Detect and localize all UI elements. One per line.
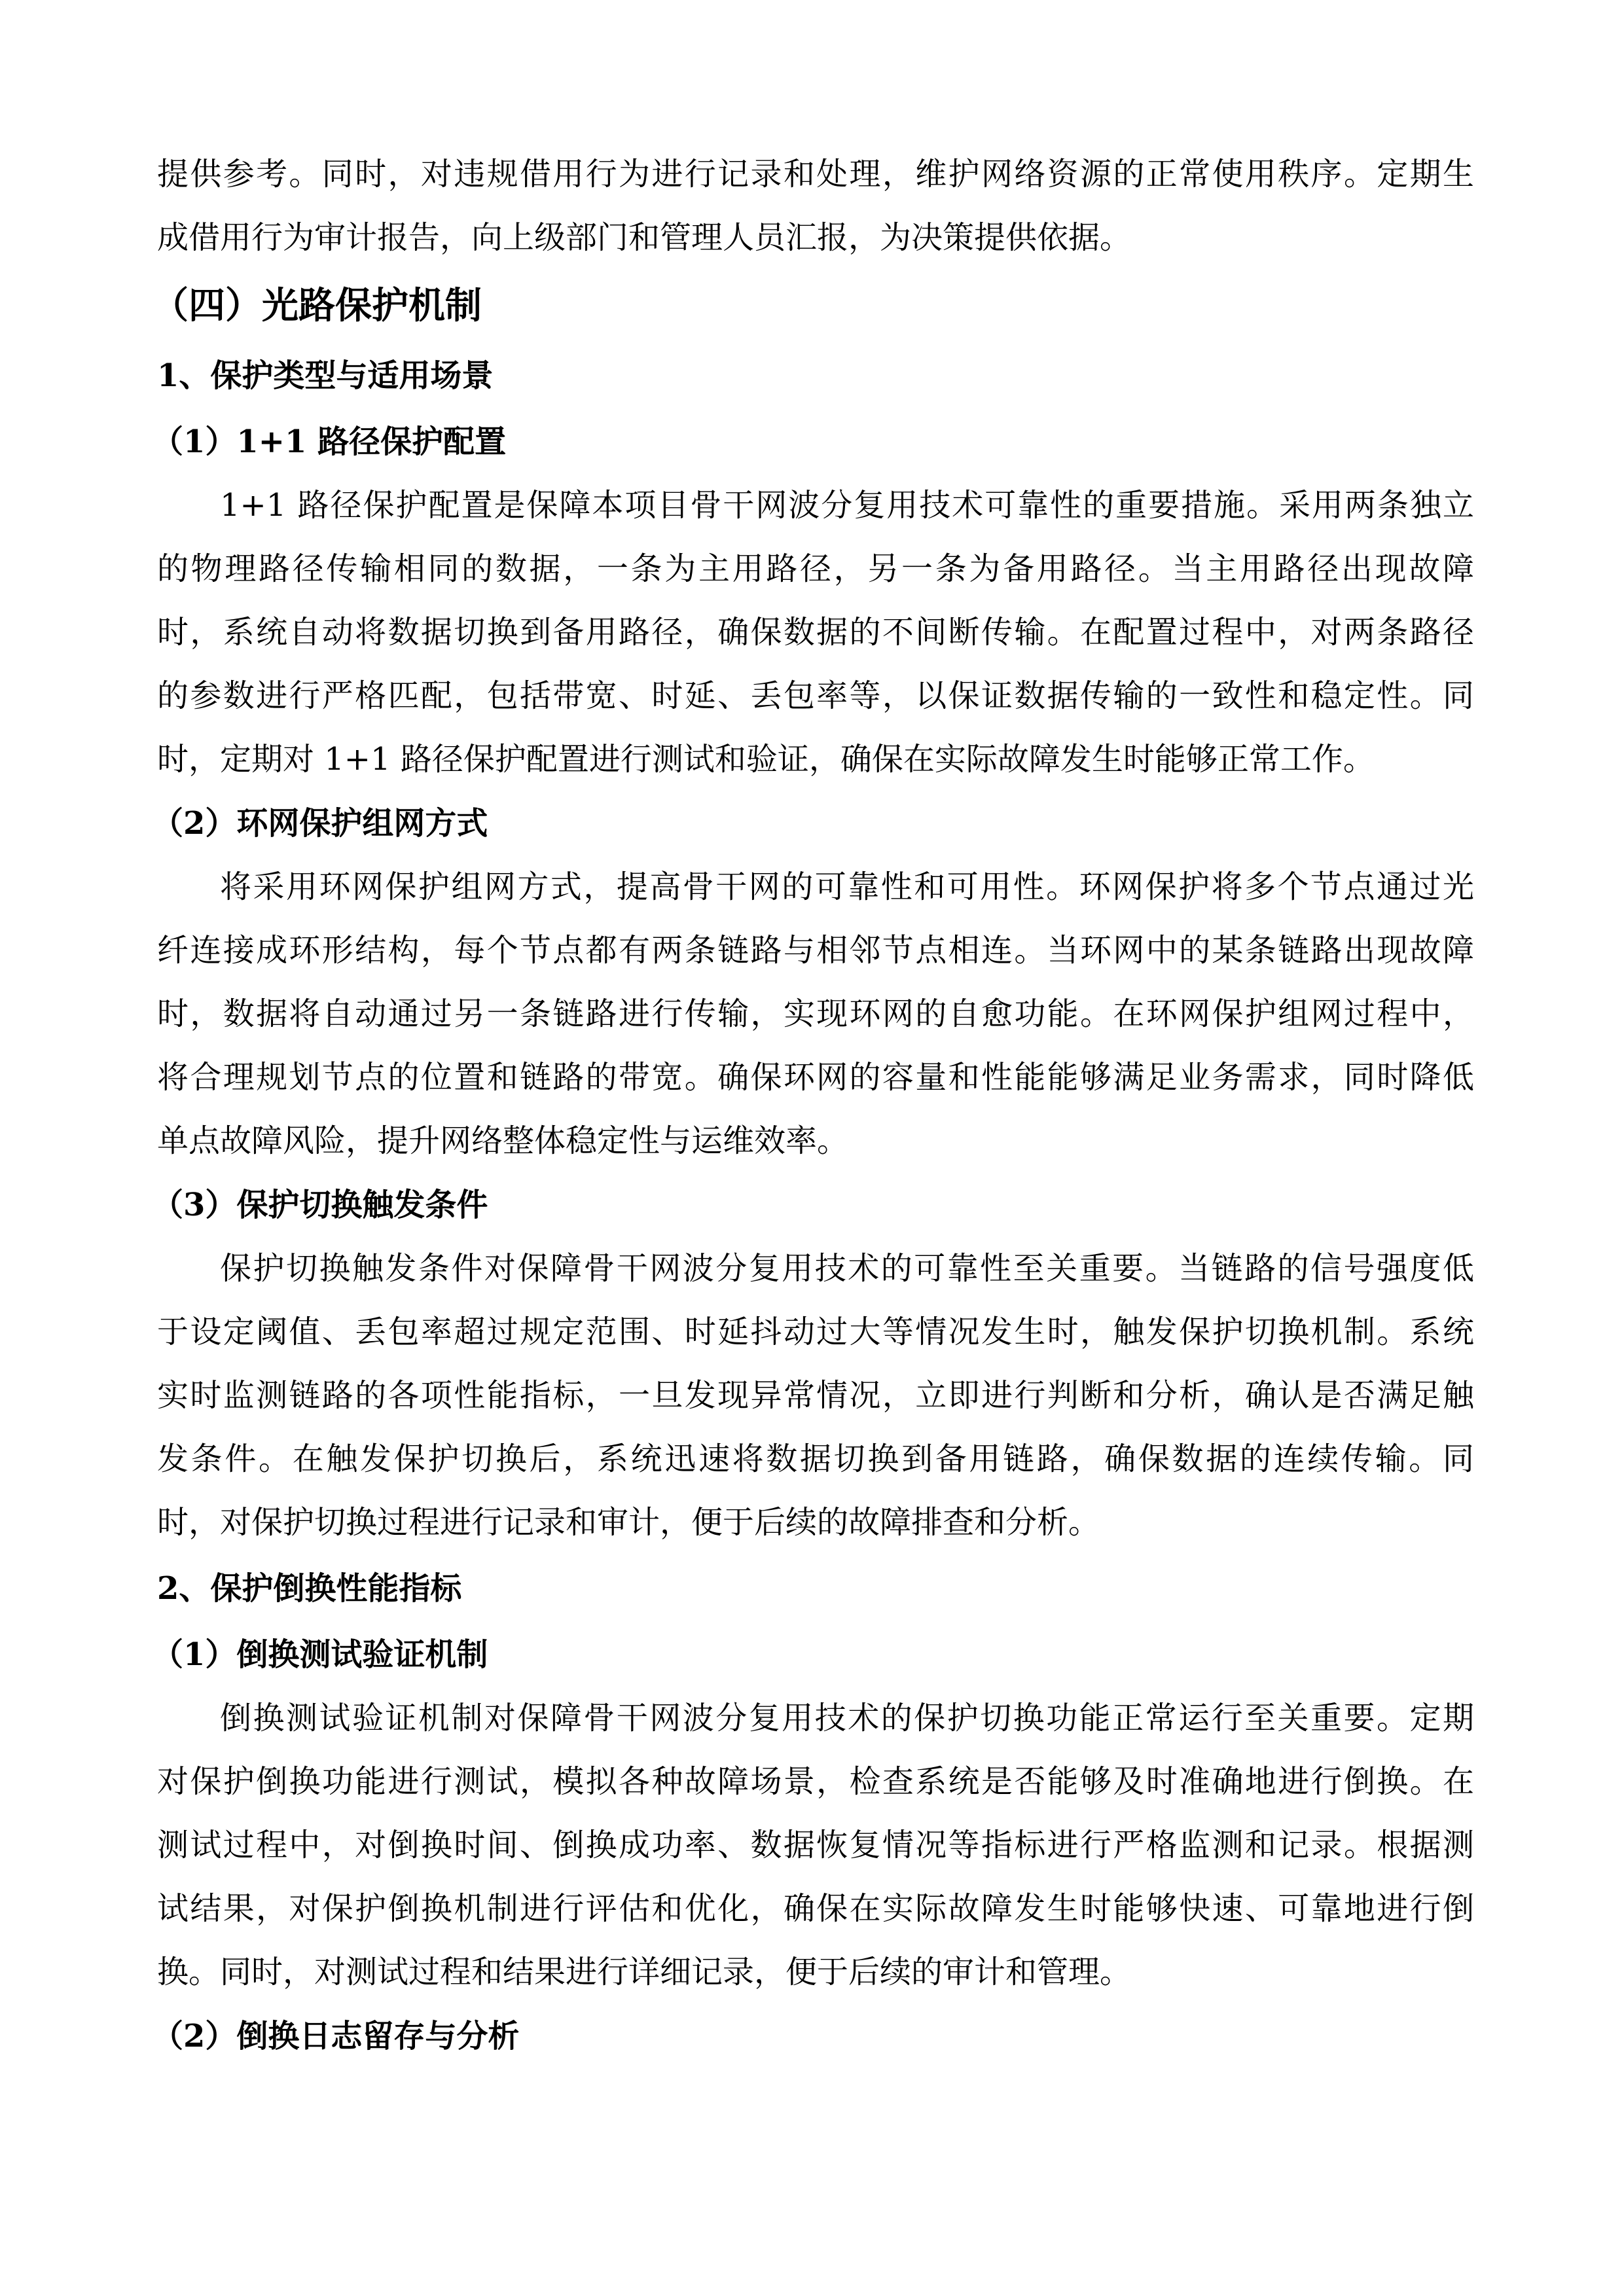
- paragraph-line: 纤连接成环形结构，每个节点都有两条链路与相邻节点相连。当环网中的某条链路出现故障: [157, 932, 1474, 969]
- paragraph-line: 发条件。在触发保护切换后，系统迅速将数据切换到备用链路，确保数据的连续传输。同: [157, 1441, 1474, 1477]
- item-heading: （1）倒换测试验证机制: [152, 1636, 488, 1673]
- document-page: [152, 143, 1474, 2068]
- paragraph: [157, 855, 1474, 1173]
- paragraph-line: 于设定阈值、丢包率超过规定范围、时延抖动过大等情况发生时，触发保护切换机制。系统: [157, 1314, 1474, 1350]
- paragraph-line: 单点故障风险，提升网络整体稳定性与运维效率。: [157, 1122, 849, 1159]
- paragraph: [157, 143, 1474, 270]
- paragraph-line: 时，对保护切换过程进行记录和审计，便于后续的故障排查和分析。: [157, 1504, 1100, 1541]
- paragraph-line: 试结果，对保护倒换机制进行评估和优化，确保在实际故障发生时能够快速、可靠地进行倒: [157, 1890, 1474, 1927]
- paragraph-line: 实时监测链路的各项性能指标，一旦发现异常情况，立即进行判断和分析，确认是否满足触: [157, 1377, 1474, 1414]
- paragraph-line: 的参数进行严格匹配，包括带宽、时延、丢包率等，以保证数据传输的一致性和稳定性。同: [157, 677, 1474, 714]
- paragraph-line: 的物理路径传输相同的数据，一条为主用路径，另一条为备用路径。当主用路径出现故障: [157, 550, 1474, 587]
- paragraph-line: 倒换测试验证机制对保障骨干网波分复用技术的保护切换功能正常运行至关重要。定期: [220, 1700, 1474, 1736]
- paragraph-line: 换。同时，对测试过程和结果进行详细记录，便于后续的审计和管理。: [157, 1954, 1132, 1990]
- paragraph: [157, 1237, 1474, 1554]
- paragraph-line: 时，系统自动将数据切换到备用路径，确保数据的不间断传输。在配置过程中，对两条路径: [157, 614, 1474, 651]
- item-heading: （2）倒换日志留存与分析: [152, 2018, 520, 2054]
- paragraph-line: 时，定期对 1+1 路径保护配置进行测试和验证，确保在实际故障发生时能够正常工作。: [157, 741, 1375, 778]
- subsection-heading: 1、保护类型与适用场景: [157, 357, 494, 394]
- paragraph-line: 时，数据将自动通过另一条链路进行传输，实现环网的自愈功能。在环网保护组网过程中，: [157, 996, 1474, 1032]
- paragraph-line: 成借用行为审计报告，向上级部门和管理人员汇报，为决策提供依据。: [157, 219, 1132, 256]
- paragraph-line: 测试过程中，对倒换时间、倒换成功率、数据恢复情况等指标进行严格监测和记录。根据测: [157, 1827, 1474, 1863]
- subsection-heading: 2、保护倒换性能指标: [157, 1570, 462, 1607]
- paragraph-line: 将采用环网保护组网方式，提高骨干网的可靠性和可用性。环网保护将多个节点通过光: [220, 869, 1474, 905]
- item-heading: （1）1+1 路径保护配置: [152, 423, 507, 460]
- section-heading: （四）光路保护机制: [152, 284, 482, 327]
- paragraph: [157, 1687, 1474, 2004]
- paragraph-line: 提供参考。同时，对违规借用行为进行记录和处理，维护网络资源的正常使用秩序。定期生: [157, 156, 1474, 192]
- paragraph-line: 对保护倒换功能进行测试，模拟各种故障场景，检查系统是否能够及时准确地进行倒换。在: [157, 1763, 1474, 1800]
- paragraph-line: 保护切换触发条件对保障骨干网波分复用技术的可靠性至关重要。当链路的信号强度低: [220, 1250, 1474, 1287]
- paragraph: [157, 474, 1474, 791]
- item-heading: （3）保护切换触发条件: [152, 1187, 488, 1223]
- item-heading: （2）环网保护组网方式: [152, 805, 488, 842]
- paragraph-line: 1+1 路径保护配置是保障本项目骨干网波分复用技术可靠性的重要措施。采用两条独立: [220, 487, 1474, 524]
- paragraph-line: 将合理规划节点的位置和链路的带宽。确保环网的容量和性能能够满足业务需求，同时降低: [157, 1059, 1474, 1096]
